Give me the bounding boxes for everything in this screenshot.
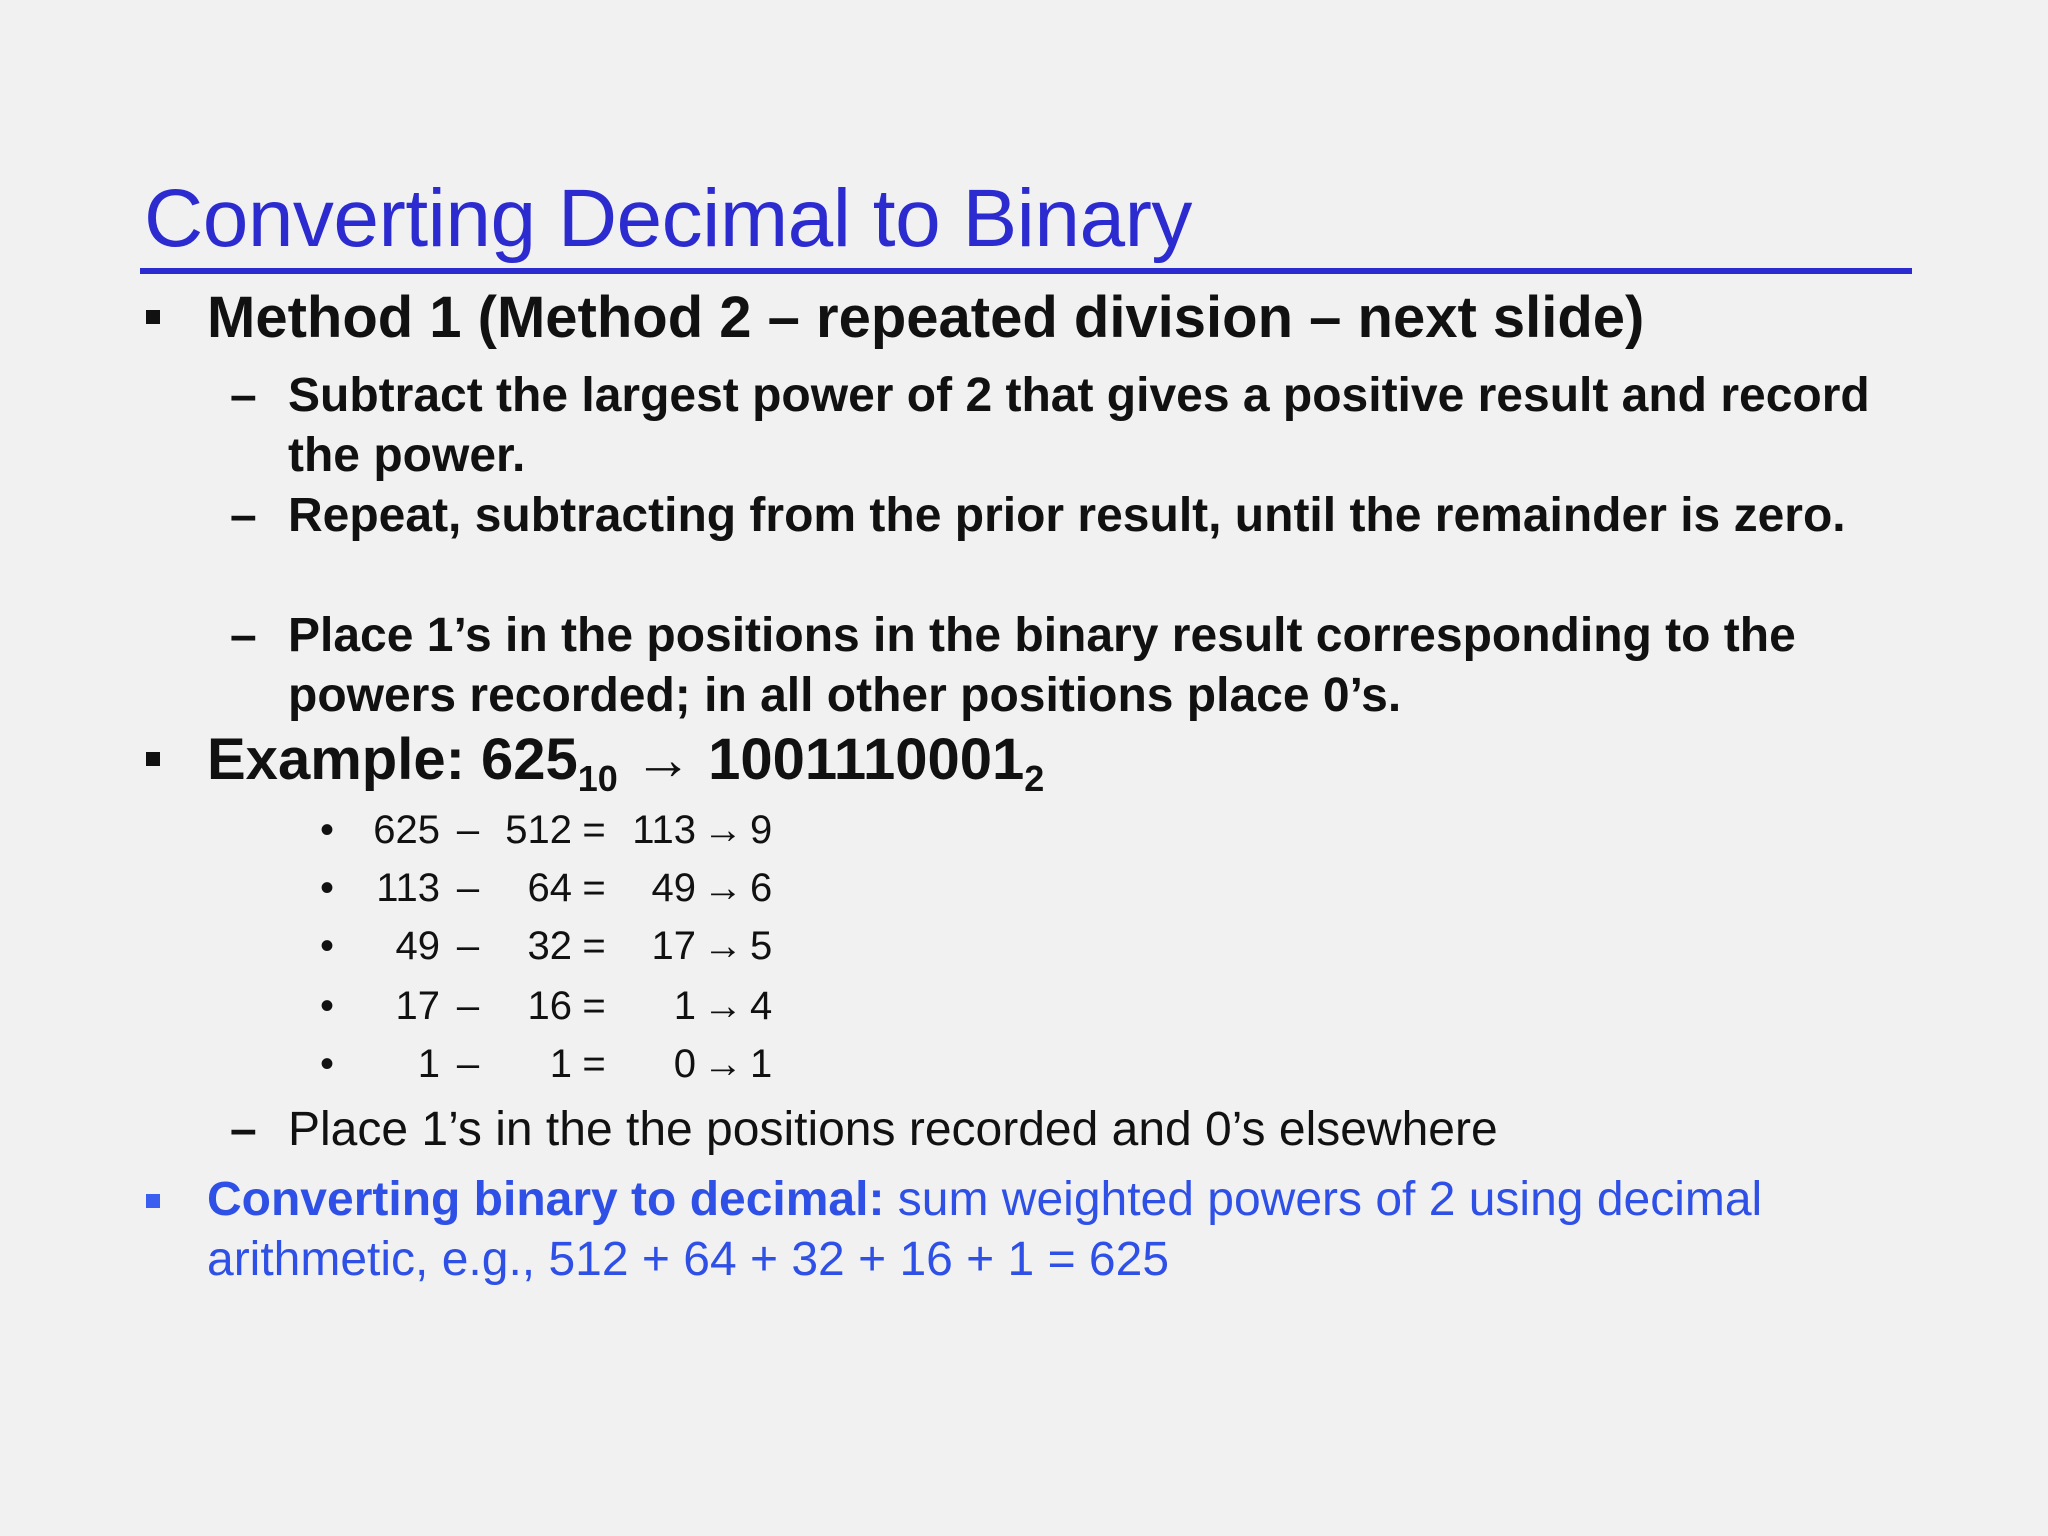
- calc-minus: –: [456, 984, 480, 1028]
- bullet-square-blue: [146, 1194, 160, 1208]
- title-underline: [140, 268, 1912, 274]
- bottom-bold: Converting binary to decimal:: [207, 1173, 885, 1226]
- arrow-icon: →: [703, 924, 743, 968]
- calc-minuend: 17: [395, 984, 440, 1028]
- calc-equals: =: [582, 924, 606, 968]
- calc-equals: =: [582, 1042, 606, 1086]
- example-base2: 2: [1024, 758, 1045, 799]
- dash-marker: –: [230, 369, 257, 422]
- calc-row: [320, 866, 790, 911]
- calc-power: 9: [750, 808, 773, 852]
- arrow-icon: →: [703, 984, 743, 1028]
- sub-item-1: Subtract the largest power of 2 that gives a positive result and record the power.: [288, 369, 1870, 482]
- calc-difference: 0: [673, 1042, 696, 1086]
- dash-marker: –: [230, 609, 257, 662]
- calc-minuend: 49: [395, 924, 440, 968]
- calc-minus: –: [456, 924, 480, 968]
- dash-marker: –: [230, 1103, 257, 1156]
- calc-subtrahend: 1: [549, 1042, 572, 1086]
- slide-title: Converting Decimal to Binary: [144, 173, 1192, 264]
- calc-minuend: 625: [373, 808, 440, 852]
- calc-row: [320, 808, 790, 853]
- calc-power: 6: [750, 866, 773, 910]
- calc-subtrahend: 32: [527, 924, 572, 968]
- bullet-square: [146, 752, 160, 766]
- calc-row: [320, 984, 790, 1029]
- arrow-icon: →: [703, 808, 743, 852]
- calc-equals: =: [582, 984, 606, 1028]
- sub-item-3: Place 1’s in the positions in the binary result corresponding to the powers recorded; in all other positions place 0’s.: [288, 609, 1796, 722]
- calc-equals: =: [582, 808, 606, 852]
- calc-dot: •: [320, 1042, 335, 1086]
- calc-minus: –: [456, 1042, 480, 1086]
- calc-power: 4: [750, 984, 773, 1028]
- calc-minus: –: [456, 866, 480, 910]
- calc-dot: •: [320, 924, 335, 968]
- bottom-rest: sum weighted powers of 2 using decimal arithmetic, e.g., 512 + 64 + 32 + 16 + 1 = 625: [207, 1173, 1763, 1286]
- calc-power: 1: [750, 1042, 773, 1086]
- calc-subtrahend: 16: [527, 984, 572, 1028]
- calc-power: 5: [750, 924, 773, 968]
- example-label: Example: 625: [207, 727, 578, 792]
- calc-dot: •: [320, 808, 335, 852]
- dash-marker: –: [230, 489, 257, 542]
- example-base10: 10: [577, 758, 618, 799]
- calc-equals: =: [582, 866, 606, 910]
- calc-minuend: 113: [376, 866, 440, 910]
- arrow-icon: →: [703, 866, 743, 910]
- example-result: 1001110001: [708, 727, 1025, 792]
- calc-minuend: 1: [417, 1042, 440, 1086]
- method-heading: Method 1 (Method 2 – repeated division – next slide): [207, 285, 1645, 350]
- bullet-square: [146, 310, 160, 324]
- calc-difference: 49: [651, 866, 696, 910]
- binary-to-decimal-note: [207, 1170, 1857, 1290]
- example-line: [207, 726, 1045, 799]
- calc-difference: 1: [673, 984, 696, 1028]
- calc-row: [320, 924, 790, 969]
- calc-difference: 113: [632, 808, 696, 852]
- calc-dot: •: [320, 984, 335, 1028]
- calc-difference: 17: [651, 924, 696, 968]
- calc-minus: –: [456, 808, 480, 852]
- place-note: Place 1’s in the the positions recorded and 0’s elsewhere: [288, 1103, 1498, 1156]
- calc-subtrahend: 64: [527, 866, 572, 910]
- calc-row: [320, 1042, 790, 1087]
- arrow-icon: →: [633, 727, 692, 792]
- sub-item-2: Repeat, subtracting from the prior result, until the remainder is zero.: [288, 489, 1846, 542]
- calc-dot: •: [320, 866, 335, 910]
- arrow-icon: →: [703, 1042, 743, 1086]
- calc-subtrahend: 512: [505, 808, 572, 852]
